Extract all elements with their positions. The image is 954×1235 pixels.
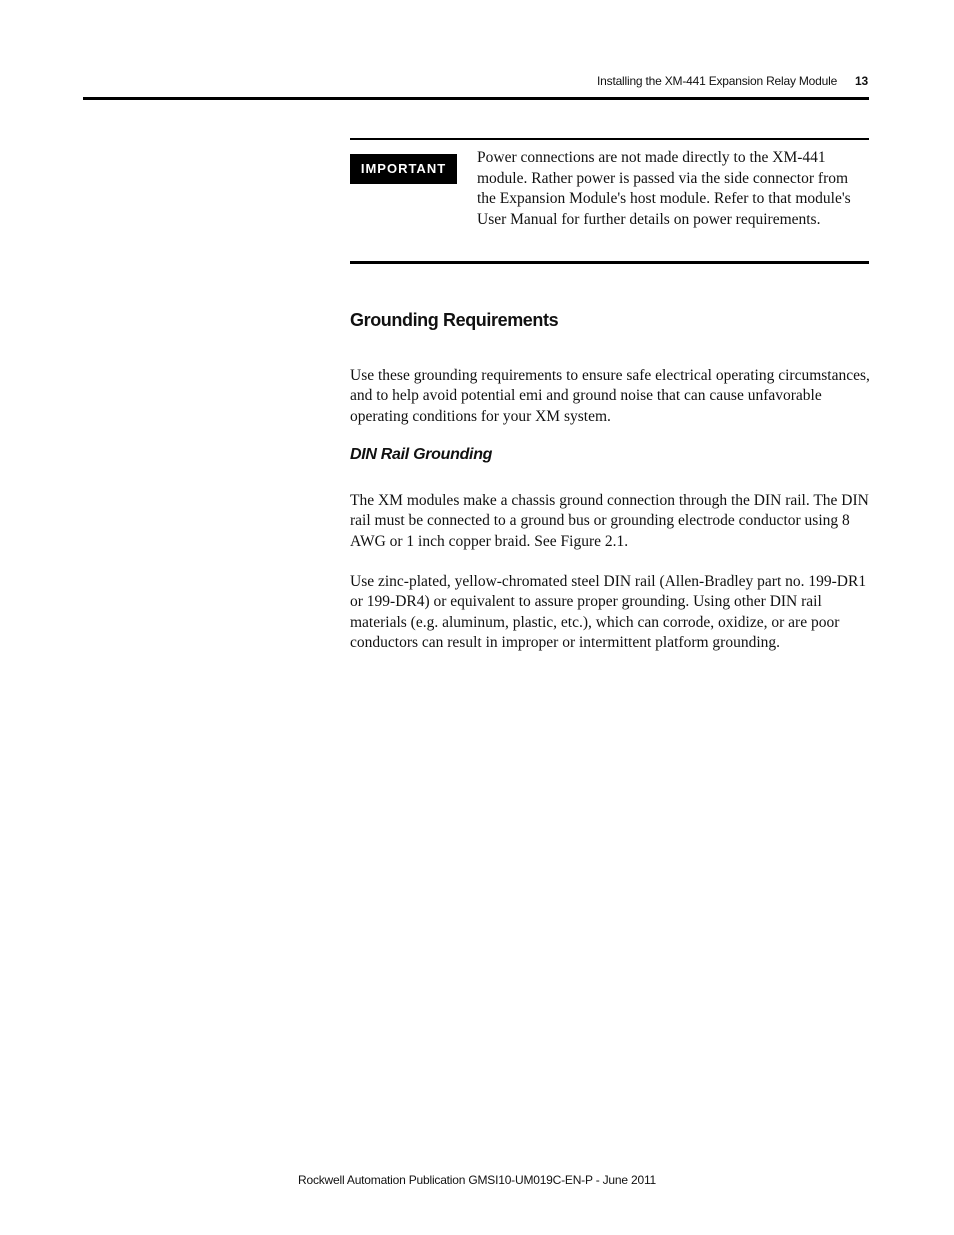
header-rule	[83, 97, 869, 100]
important-label: IMPORTANT	[350, 154, 457, 184]
page-number: 13	[855, 74, 868, 88]
section-heading: Grounding Requirements	[350, 310, 559, 330]
running-header	[597, 74, 868, 88]
body-paragraph: Use zinc-plated, yellow-chromated steel DIN rail (Allen-Bradley part no. 199-DR1 or 199-DR4) or equivalent to assure proper grounding. Using other DIN rail materials (e.g. aluminum, plastic, etc.), which can corrode, oxidize, or are poor conductors can result in improper or intermittent platform grounding.	[350, 573, 867, 651]
intro-paragraph: Use these grounding requirements to ensure safe electrical operating circumstances, and to help avoid potential emi and ground noise that can cause unfavorable operating conditions for your XM system.	[350, 367, 870, 425]
important-note	[350, 138, 869, 264]
header-title: Installing the XM-441 Expansion Relay Module	[597, 74, 838, 88]
body-paragraph: The XM modules make a chassis ground connection through the DIN rail. The DIN rail must be connected to a ground bus or grounding electrode conductor using 8 AWG or 1 inch copper braid. See Figure 2.1.	[350, 492, 869, 550]
page-footer: Rockwell Automation Publication GMSI10-UM019C-EN-P - June 2011	[298, 1173, 656, 1187]
important-text: Power connections are not made directly to the XM-441 module. Rather power is passed via the side connector from the Expansion Module's host module. Refer to that module's User Manual for further details on power requirements.	[477, 149, 851, 228]
sub-heading: DIN Rail Grounding	[350, 446, 493, 463]
